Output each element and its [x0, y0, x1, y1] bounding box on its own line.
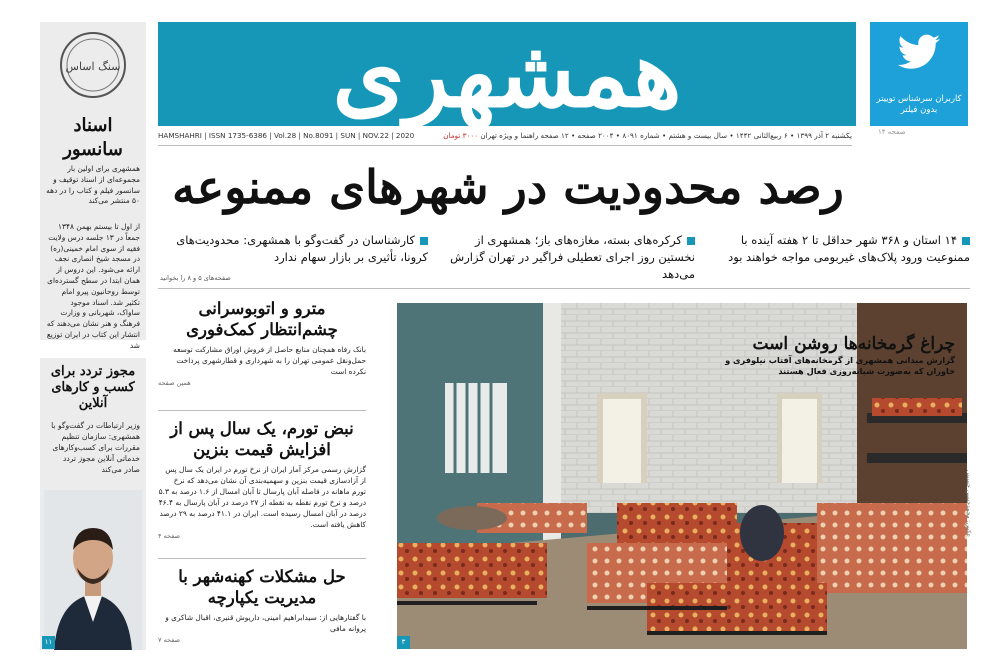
- story-title: نبض تورم، یک سال پس از افزایش قیمت بنزین: [170, 419, 354, 459]
- divider: [158, 145, 852, 146]
- story-inflation[interactable]: [158, 418, 366, 540]
- story-body: گزارش رسمی مرکز آمار ایران از نرخ تورم در ایران یک سال پس از آزادسازی قیمت بنزین و سهمیه‌بندی آن نشان می‌دهد که نرخ تورم ماهانه در فاصله آبان پارسال تا آبان امسال از ۱.۶ درصد به ۵.۳ درصد و نرخ تورم نقطه به نقطه از ۲۷ درصد در آبان پارسال به ۴۶.۴ درصد در آبان امسال رسیده است. ایران در ۴۱.۱ درصد به ۲۹ درصد کاهش یافته است.: [158, 465, 366, 529]
- subhead-text: کارشناسان در گفت‌وگو با همشهری: محدودیت‌های کرونا، تأثیری بر بازار سهام ندارد: [176, 233, 428, 264]
- sidebar-title: مجوز تردد برای کسب و کارهای آنلاین: [50, 364, 136, 411]
- newspaper-logo: همشهری: [332, 20, 682, 128]
- subhead-text: کرکره‌های بسته، مغازه‌های باز؛ همشهری از نخستین روز اجرای تعطیلی فراگیر در تهران گزارش می‌دهد: [450, 233, 695, 281]
- story-title: حل مشکلات کهنه‌شهر با مدیریت یکپارچه: [178, 567, 346, 607]
- stamp-seal-icon: [58, 30, 128, 100]
- sidebar-censorship-box[interactable]: [40, 22, 146, 350]
- subhead-1[interactable]: [705, 232, 970, 266]
- photo-caption-text: گزارش میدانی همشهری از گرمخانه‌های آفتاب نیلوفری و خاوران که به‌صورت شبانه‌روزی فعال هستند: [725, 355, 955, 376]
- twitter-page-ref: صفحه ۱۴: [878, 128, 906, 136]
- sidebar-title: اسناد سانسور: [63, 115, 123, 160]
- subhead-2[interactable]: [440, 232, 695, 283]
- story-page-ref: صفحه ۴: [158, 532, 181, 540]
- story-body: با گفتارهایی از: سیدابراهیم امینی، داریوش قنبری، اقبال شاکری و پروانه مافی: [165, 613, 366, 633]
- photo-credit: عکس: محمدحسین حسینی: [965, 470, 972, 538]
- sidebar-page-badge: ۱۱: [42, 636, 55, 649]
- main-headline[interactable]: رصد محدودیت در شهرهای ممنوعه: [172, 160, 844, 214]
- story-old-city[interactable]: [158, 566, 366, 644]
- minister-portrait: [44, 490, 142, 650]
- masthead-banner: [158, 22, 856, 126]
- bullet-square-icon: [687, 237, 695, 245]
- sidebar-permit-box[interactable]: [40, 358, 146, 650]
- issue-info-persian: [443, 131, 852, 143]
- story-page-ref: همین صفحه: [158, 379, 191, 387]
- divider: [158, 288, 970, 289]
- issue-price: ۳۰۰۰ تومان: [443, 131, 479, 140]
- subhead-page-ref: صفحه‌های ۵ و ۸ را بخوانید: [160, 274, 231, 282]
- bullet-square-icon: [420, 237, 428, 245]
- story-title: مترو و اتوبوسرانی چشم‌انتظار کمک‌فوری: [186, 299, 338, 339]
- subhead-text: ۱۴ استان و ۳۶۸ شهر حداقل تا ۲ هفته آینده با ممنوعیت ورود پلاک‌های غیربومی مواجه خواهند بود: [728, 233, 970, 264]
- issue-info-latin: HAMSHAHRI | ISSN 1735-6386 | Vol.28 | No.8091 | SUN | NOV.22 | 2020: [158, 131, 415, 140]
- photo-title: چراغ گرمخانه‌ها روشن است: [752, 334, 955, 354]
- photo-page-badge: ۳: [397, 636, 410, 649]
- photo-caption-block[interactable]: [575, 333, 955, 377]
- subhead-3[interactable]: [160, 232, 428, 266]
- divider: [158, 410, 366, 411]
- issue-info-text: یکشنبه ۲ آذر ۱۳۹۹ • ۶ ربیع‌الثانی ۱۴۴۲ • سال بیست و هشتم • شماره ۸۰۹۱ • ۲۰۰۴ صفحه • ۱۲ صفحه راهنما و ویژه تهران: [480, 131, 852, 140]
- divider: [158, 558, 366, 559]
- twitter-promo-box[interactable]: [870, 22, 968, 126]
- portrait-illustration: [44, 490, 142, 650]
- sidebar-body: از اول تا بیستم بهمن ۱۳۴۸ جمعاً در ۱۳ جلسه درس ولایت فقیه از سوی امام خمینی(ره) در مسجد شیخ انصاری نجف ارائه می‌شود. این دروس از همان ابتدا در سطح گسترده‌ای توسط روحانیون پیرو امام تکثیر شد. اسناد موجود ساواک، شهربانی و وزارت فرهنگ و هنر نشان می‌دهند که انتشار این کتاب در ایران توزیع شد: [46, 222, 140, 350]
- sidebar-body: وزیر ارتباطات در گفت‌وگو با همشهری: سازمان تنظیم مقررات برای کسب‌وکارهای خدماتی آنلاین مجوز تردد صادر می‌کند: [51, 421, 140, 474]
- twitter-bird-icon: [894, 30, 944, 76]
- seal-text: سنگ اساس: [65, 60, 121, 73]
- twitter-promo-text: کاربران سرشناس توییتر بدون فیلتر: [876, 94, 962, 115]
- sidebar-intro: همشهری برای اولین بار مجموعه‌ای از اسناد توقیف و سانسور فیلم و کتاب را در دهه ۵۰ منتشر می‌کند: [46, 164, 140, 206]
- story-page-ref: صفحه ۷: [158, 636, 181, 644]
- bullet-square-icon: [962, 237, 970, 245]
- story-body: بانک رفاه همچنان منابع حاصل از فروش اوراق مشارکت توسعه حمل‌ونقل عمومی تهران را به شهرداری و قطارشهری پرداخت نکرده است: [173, 345, 366, 376]
- story-metro[interactable]: [158, 298, 366, 387]
